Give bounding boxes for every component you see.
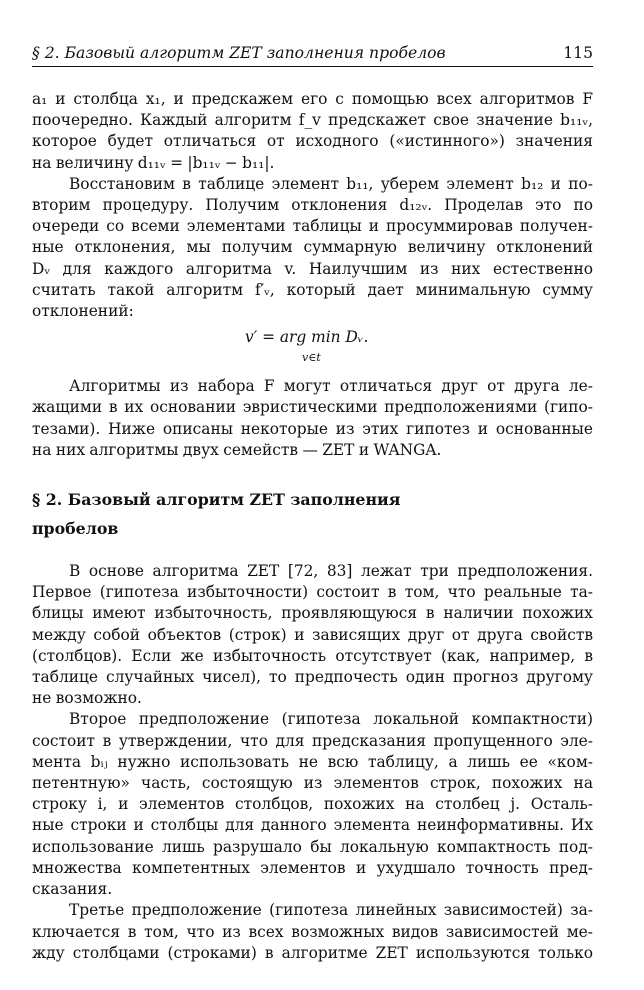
section-heading <box>32 485 593 543</box>
text-line: между собой объектов (строк) и зависящих друг от друга свойств <box>32 625 593 644</box>
paragraph-6 <box>32 900 593 964</box>
paragraph-2 <box>32 174 593 322</box>
running-head-title: § 2. Базовый алгоритм ZET заполнения пробелов <box>32 44 446 62</box>
text-line: блицы имеют избыточность, проявляющуюся в наличии похожих <box>32 604 593 623</box>
text-line: отклонений: <box>32 302 134 321</box>
running-head <box>32 40 593 67</box>
text-line: a₁ и столбца x₁, и предскажем его с помощью всех алгоритмов F <box>32 90 593 108</box>
text-line: на них алгоритмы двух семейств — ZET и WANGA. <box>32 440 442 459</box>
text-line: сказания. <box>32 880 113 899</box>
text-line: очереди со всеми элементами таблицы и просуммировав получен- <box>32 217 593 236</box>
text-line: мента bᵢⱼ нужно использовать не всю таблицу, а лишь ее «ком- <box>32 752 593 771</box>
text-line: строку i, и элементов столбцов, похожих на столбец j. Осталь- <box>32 795 593 814</box>
text-line: состоит в утверждении, что для предсказания пропущенного эле- <box>32 731 593 750</box>
text-line: (столбцов). Если же избыточность отсутствует (как, например, в <box>32 646 593 665</box>
paragraph-1 <box>32 89 593 174</box>
text-line: Восстановим в таблице элемент b₁₁, уберем элемент b₁₂ и по- <box>69 174 593 193</box>
text-line: на величину d₁₁ᵥ = |b₁₁ᵥ − b₁₁|. <box>32 153 275 172</box>
text-line: Третье предположение (гипотеза линейных зависимостей) за- <box>69 901 593 920</box>
formula-main: v′ = arg min Dᵥ. <box>245 328 369 347</box>
text-line: Первое (гипотеза избыточности) состоит в том, что реальные та- <box>32 583 593 602</box>
text-line: тезами). Ниже описаны некоторые из этих гипотез и основанные <box>32 419 593 438</box>
text-line: жащими в их основании эвристическими предположениями (гипо- <box>32 398 593 417</box>
text-line: ные отклонения, мы получим суммарную величину отклонений <box>32 238 593 257</box>
text-line: ключается в том, что из всех возможных видов зависимостей ме- <box>32 922 593 941</box>
text-line: поочередно. Каждый алгоритм f_v предскажет свое значение b₁₁ᵥ, <box>32 111 593 130</box>
argmin-formula <box>32 324 593 368</box>
paragraph-3 <box>32 376 593 461</box>
book-page <box>32 40 593 964</box>
text-line: ные строки и столбцы для данного элемента неинформативны. Их <box>32 816 593 835</box>
text-line: петентную» часть, состоящую из элементов строк, похожих на <box>32 774 593 793</box>
text-line: использование лишь разрушало бы локальную компактность под- <box>32 837 593 856</box>
section-heading-line: пробелов <box>32 519 119 539</box>
text-line: вторим процедуру. Получим отклонения d₁₂ᵥ. Проделав это по <box>32 196 593 215</box>
text-line: Алгоритмы из набора F могут отличаться друг от друга ле- <box>69 377 593 396</box>
text-line: не возможно. <box>32 689 142 708</box>
page-number: 115 <box>563 44 593 62</box>
paragraph-5 <box>32 709 593 900</box>
text-line: жду столбцами (строками) в алгоритме ZET используются только <box>32 943 593 962</box>
text-line: Dᵥ для каждого алгоритма v. Наилучшим из них естественно <box>32 259 593 278</box>
text-line: Второе предположение (гипотеза локальной компактности) <box>69 710 593 729</box>
paragraph-4 <box>32 561 593 709</box>
text-line: множества компетентных элементов и ухудшало точность пред- <box>32 858 593 877</box>
text-line: считать такой алгоритм f′ᵥ, который дает минимальную сумму <box>32 280 593 299</box>
text-line: В основе алгоритма ZET [72, 83] лежат три предположения. <box>69 562 593 581</box>
formula-subscript: v∈t <box>302 351 321 365</box>
section-heading-line: § 2. Базовый алгоритм ZET заполнения <box>32 490 401 510</box>
text-line: которое будет отличаться от исходного («истинного») значения <box>32 132 593 151</box>
text-line: таблице случайных чисел), то предпочесть один прогноз другому <box>32 668 593 687</box>
